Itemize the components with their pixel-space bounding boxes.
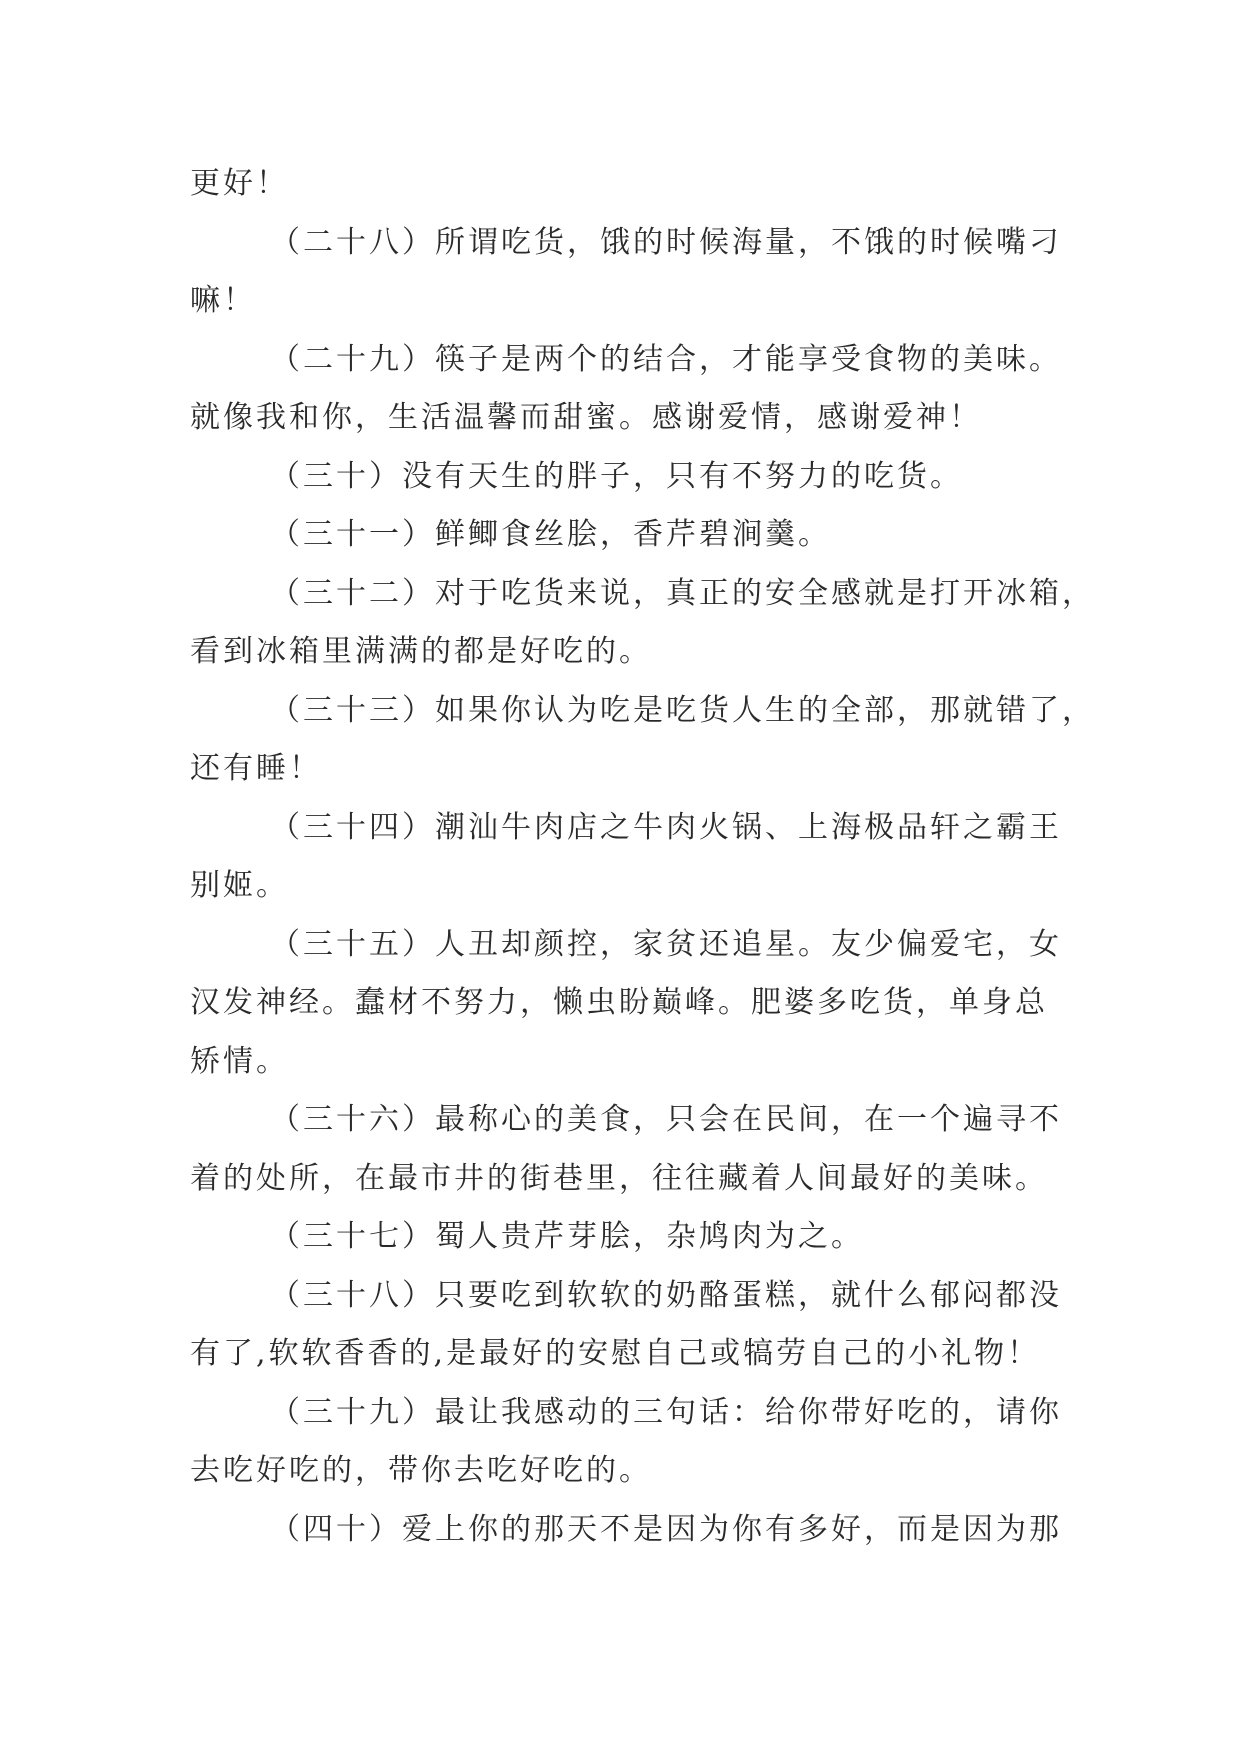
text-line: （三十八）只要吃到软软的奶酪蛋糕，就什么郁闷都没 xyxy=(270,1277,1062,1313)
text-line: （二十九）筷子是两个的结合，才能享受食物的美味。 xyxy=(270,341,1062,377)
text-line: （三十三）如果你认为吃是吃货人生的全部，那就错了， xyxy=(270,692,1095,728)
text-line: 去吃好吃的，带你去吃好吃的。 xyxy=(190,1453,652,1488)
text-line: （三十六）最称心的美食，只会在民间，在一个遍寻不 xyxy=(270,1102,1062,1137)
text-line: 别姬。 xyxy=(190,868,289,903)
text-line: 矫情。 xyxy=(190,1043,289,1079)
text-line: （三十九）最让我感动的三句话：给你带好吃的，请你 xyxy=(270,1394,1062,1430)
text-line: 还有睡！ xyxy=(190,751,322,786)
text-line: （三十五）人丑却颜控，家贫还追星。友少偏爱宅，女 xyxy=(270,926,1062,962)
text-line: 汉发神经。蠢材不努力，懒虫盼巅峰。肥婆多吃货，单身总 xyxy=(190,985,1048,1020)
text-line: （三十七）蜀人贵芹芽脍，杂鸠肉为之。 xyxy=(270,1219,864,1254)
text-line: （三十四）潮汕牛肉店之牛肉火锅、上海极品轩之霸王 xyxy=(270,809,1062,845)
text-line: 看到冰箱里满满的都是好吃的。 xyxy=(190,634,652,669)
text-line: （三十一）鲜鲫食丝脍，香芹碧涧羹。 xyxy=(270,517,831,552)
text-line: 更好！ xyxy=(190,166,289,201)
text-line: 着的处所，在最市井的街巷里，往往藏着人间最好的美味。 xyxy=(190,1160,1048,1196)
text-line: （二十八）所谓吃货，饿的时候海量，不饿的时候嘴刁 xyxy=(270,224,1062,260)
text-line: 就像我和你，生活温馨而甜蜜。感谢爱情，感谢爱神！ xyxy=(190,400,982,435)
document-body xyxy=(190,155,1095,1559)
text-line: 有了,软软香香的,是最好的安慰自己或犒劳自己的小礼物！ xyxy=(190,1336,1041,1371)
text-line: 嘛！ xyxy=(190,283,256,318)
text-line: （四十）爱上你的那天不是因为你有多好，而是因为那 xyxy=(270,1511,1062,1547)
text-line: （三十二）对于吃货来说，真正的安全感就是打开冰箱， xyxy=(270,575,1095,611)
text-line: （三十）没有天生的胖子，只有不努力的吃货。 xyxy=(270,458,963,494)
